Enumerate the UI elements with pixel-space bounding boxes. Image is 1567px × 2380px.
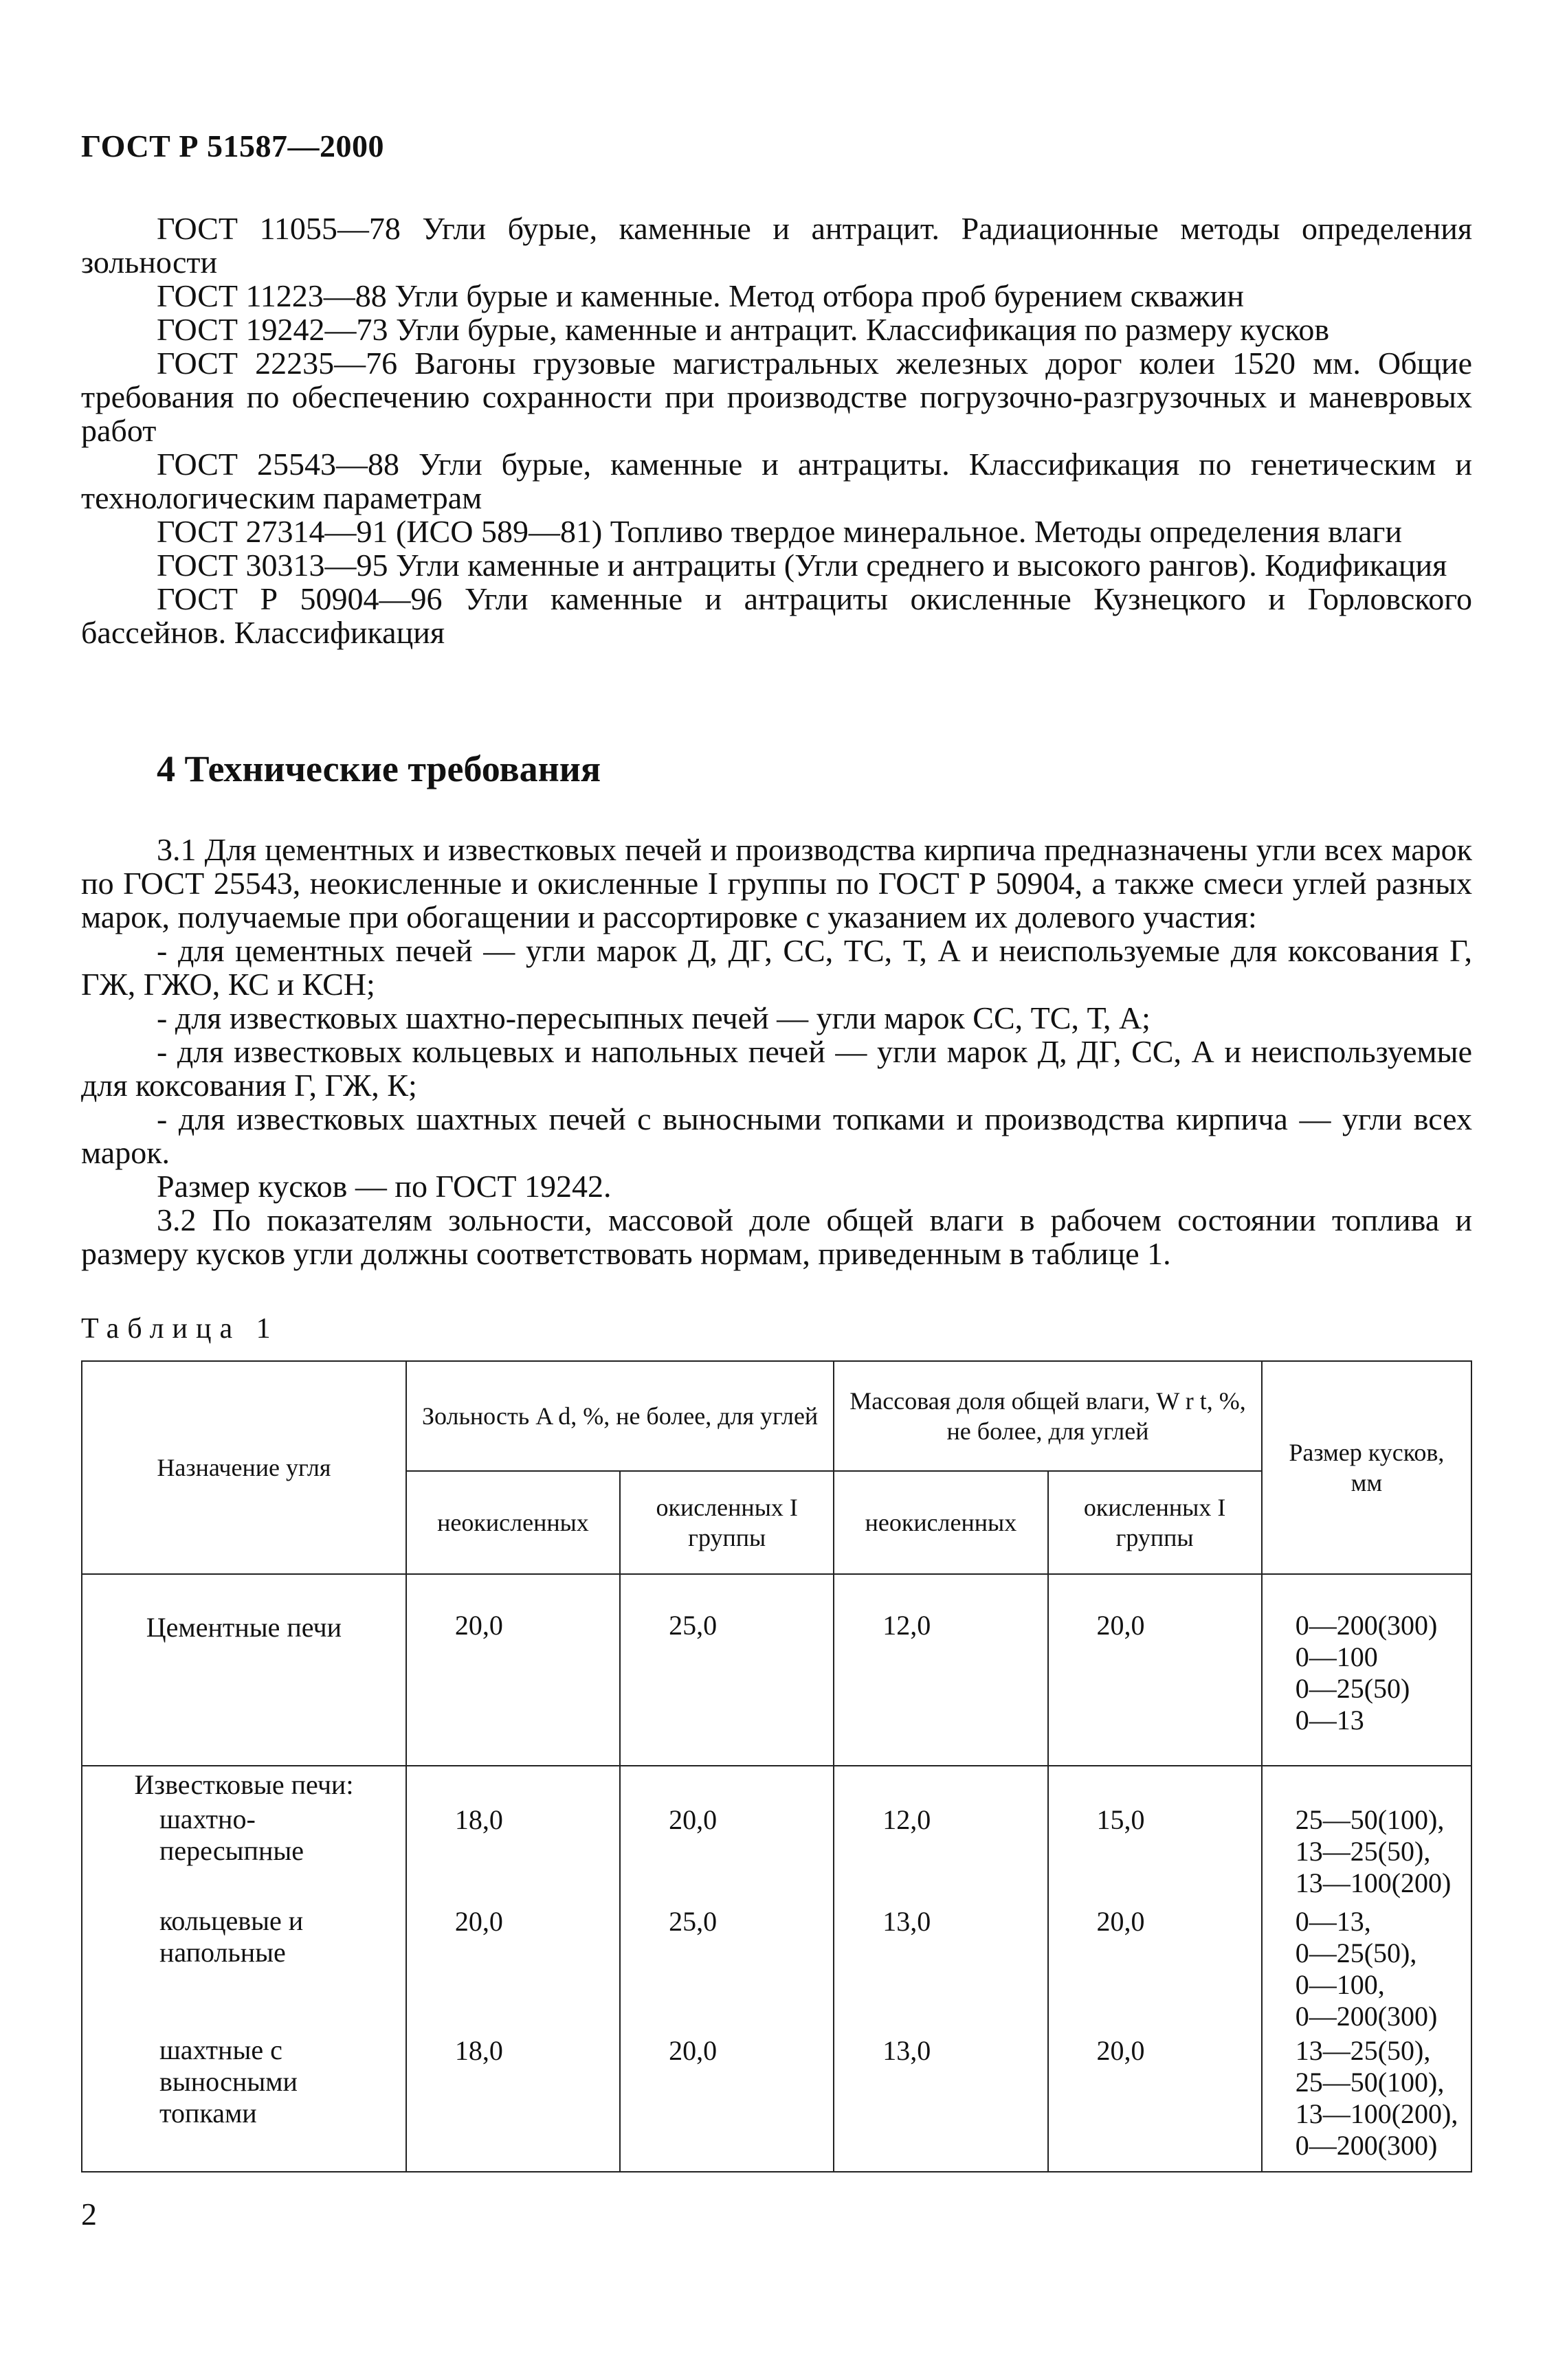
section-body: [81, 833, 1472, 1270]
cell-moisture-unoxidized: 13,0: [834, 2034, 1047, 2172]
cell-ash-oxidized: 25,0: [620, 1905, 834, 2034]
cell-ash-oxidized: 25,0: [620, 1609, 834, 1766]
cell-moisture-unoxidized: 13,0: [834, 1905, 1047, 2034]
cell-ash-oxidized: 20,0: [620, 2034, 834, 2172]
cell-moisture-unoxidized: 12,0: [834, 1804, 1047, 1905]
reference-item: ГОСТ 11223—88 Угли бурые и каменные. Метод отбора проб бурением скважин: [157, 278, 1244, 313]
cell-size: [1262, 1609, 1471, 1766]
reference-item: ГОСТ 22235—76 Вагоны грузовые магистральных железных дорог колеи 1520 мм. Общие требования по обеспечению сохранности при производстве погрузочно-разгрузочных и маневровых работ: [81, 346, 1472, 448]
size-value: 0—200(300): [1295, 2130, 1438, 2161]
table-row: [82, 1766, 1471, 1804]
paragraph: - для известковых шахтных печей с выносными топками и производства кирпича — угли всех марок.: [81, 1101, 1472, 1170]
page-number: 2: [81, 2197, 97, 2232]
document-header: ГОСТ Р 51587—2000: [81, 128, 384, 164]
paragraph: - для известковых кольцевых и напольных печей — угли марок Д, ДГ, СС, А и неиспользуемые для коксования Г, ГЖ, К;: [81, 1034, 1472, 1103]
size-value: 0—25(50): [1295, 1673, 1410, 1704]
reference-item: ГОСТ 19242—73 Угли бурые, каменные и антрацит. Классификация по размеру кусков: [157, 312, 1330, 347]
cell-ash-unoxidized: 20,0: [406, 1905, 620, 2034]
header-ash-oxidized: окисленных I группы: [620, 1471, 834, 1574]
reference-item: ГОСТ 30313—95 Угли каменные и антрациты (Угли среднего и высокого рангов). Кодификация: [157, 548, 1447, 583]
size-value: 0—200(300): [1295, 2001, 1438, 2032]
cell-size: [1262, 1905, 1471, 2034]
header-ash-unoxidized: неокисленных: [406, 1471, 620, 1574]
row-name: шахтные с выносными топками: [82, 2034, 406, 2172]
table-row: [82, 2034, 1471, 2172]
size-value: 25—50(100),: [1295, 1804, 1445, 1835]
reference-item: ГОСТ Р 50904—96 Угли каменные и антрациты окисленные Кузнецкого и Горловского бассейнов. Классификация: [81, 581, 1472, 650]
row-name: шахтно-пересыпные: [82, 1804, 406, 1905]
paragraph: - для цементных печей — угли марок Д, ДГ, СС, ТС, Т, А и неиспользуемые для коксования Г, ГЖ, ГЖО, КС и КСН;: [81, 933, 1472, 1002]
size-value: 0—200(300): [1295, 1610, 1438, 1641]
size-value: 0—100: [1295, 1641, 1378, 1672]
paragraph: - для известковых шахтно-пересыпных печей — угли марок СС, ТС, Т, А;: [157, 1000, 1151, 1035]
header-ash: Зольность A d, %, не более, для углей: [406, 1361, 834, 1471]
references-list: [81, 212, 1472, 649]
cell-moisture-oxidized: 15,0: [1048, 1804, 1262, 1905]
size-value: 13—100(200): [1295, 1867, 1452, 1898]
size-value: 0—25(50),: [1295, 1938, 1417, 1968]
header-moisture-oxidized: окисленных I группы: [1048, 1471, 1262, 1574]
header-purpose: Назначение угля: [82, 1361, 406, 1574]
table-row: [82, 1609, 1471, 1766]
cell-size: [1262, 2034, 1471, 2172]
cell-moisture-unoxidized: 12,0: [834, 1609, 1047, 1766]
table-row: [82, 1905, 1471, 2034]
table-row: [82, 1804, 1471, 1905]
size-value: 13—25(50),: [1295, 1836, 1431, 1867]
cell-moisture-oxidized: 20,0: [1048, 2034, 1262, 2172]
header-moisture: Массовая доля общей влаги, W r t, %, не более, для углей: [834, 1361, 1261, 1471]
row-name: кольцевые и напольные: [82, 1905, 406, 2034]
reference-item: ГОСТ 27314—91 (ИСО 589—81) Топливо твердое минеральное. Методы определения влаги: [157, 514, 1403, 549]
reference-item: ГОСТ 11055—78 Угли бурые, каменные и антрацит. Радиационные методы определения зольности: [81, 211, 1472, 280]
cell-moisture-oxidized: 20,0: [1048, 1905, 1262, 2034]
size-value: 0—100,: [1295, 1969, 1385, 2000]
size-value: 25—50(100),: [1295, 2067, 1445, 2098]
paragraph: Размер кусков — по ГОСТ 19242.: [157, 1169, 612, 1204]
row-name: Цементные печи: [82, 1609, 406, 1766]
header-moisture-unoxidized: неокисленных: [834, 1471, 1047, 1574]
size-value: 0—13: [1295, 1705, 1364, 1736]
paragraph: 3.1 Для цементных и известковых печей и производства кирпича предназначены угли всех марок по ГОСТ 25543, неокисленные и окисленные I группы по ГОСТ Р 50904, а также смеси углей разных марок, получаемые при обогащении и рассортировке с указанием их долевого участия:: [81, 832, 1472, 934]
row-name: Известковые печи:: [82, 1766, 406, 1804]
header-size: Размер кусков, мм: [1262, 1361, 1471, 1574]
cell-ash-oxidized: 20,0: [620, 1804, 834, 1905]
cell-size: [1262, 1804, 1471, 1905]
section-title: 4 Технические требования: [157, 748, 601, 789]
size-value: 13—100(200),: [1295, 2098, 1458, 2129]
cell-ash-unoxidized: 18,0: [406, 1804, 620, 1905]
size-value: 13—25(50),: [1295, 2035, 1431, 2066]
norms-table: [81, 1360, 1472, 2173]
paragraph: 3.2 По показателям зольности, массовой доле общей влаги в рабочем состоянии топлива и размеру кусков угли должны соответствовать нормам, приведенным в таблице 1.: [81, 1202, 1472, 1271]
cell-ash-unoxidized: 18,0: [406, 2034, 620, 2172]
table-caption: Таблица 1: [81, 1313, 279, 1345]
reference-item: ГОСТ 25543—88 Угли бурые, каменные и антрациты. Классификация по генетическим и технологическим параметрам: [81, 447, 1472, 515]
cell-ash-unoxidized: 20,0: [406, 1609, 620, 1766]
cell-moisture-oxidized: 20,0: [1048, 1609, 1262, 1766]
size-value: 0—13,: [1295, 1906, 1371, 1937]
